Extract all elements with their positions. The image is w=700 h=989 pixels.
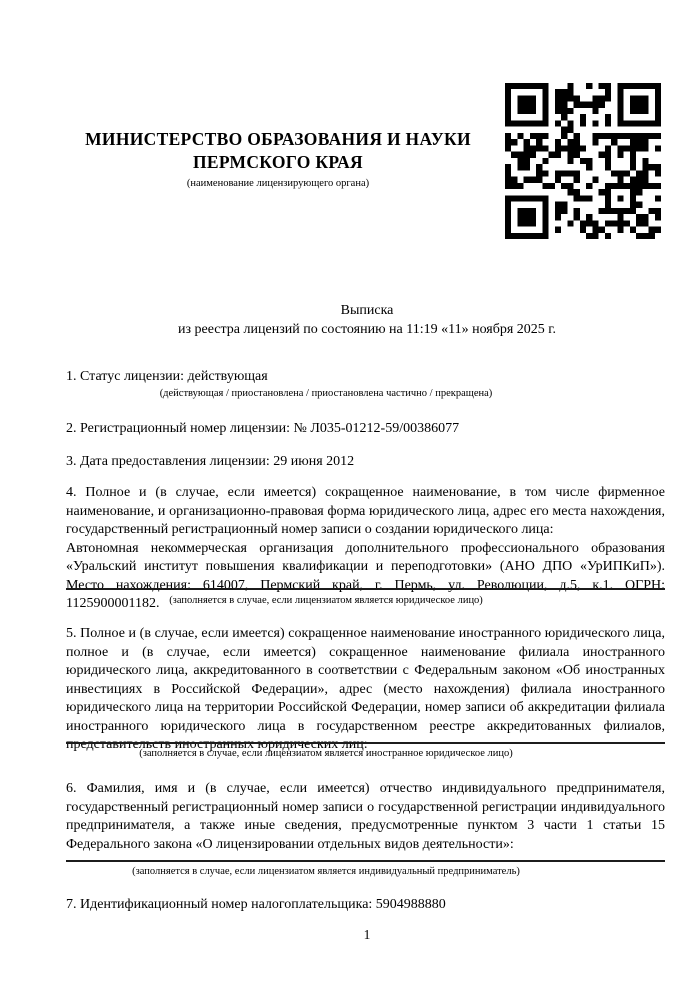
field-5-foreign-entity [66, 625, 665, 755]
field-7-text: 7. Идентификационный номер налогоплательщика: 5904988880 [66, 897, 446, 912]
field-4-fill-line [66, 588, 665, 590]
field-6-fill-line [66, 860, 665, 862]
field-4-value: Автономная некоммерческая организация дополнительного профессионального образования «Уральский институт повышения квалификации и переподготовки» (АНО ДПО «УрИПКиП»). Место нахождения: 614007, Пермский край, г. Пермь, ул. Революции, д.5, к.1. ОГРН: 1125900001182. [66, 540, 665, 611]
field-4-caption: (заполняется в случае, если лицензиатом является юридическое лицо) [169, 595, 483, 606]
field-1-text: 1. Статус лицензии: действующая [66, 369, 268, 384]
field-2-text: 2. Регистрационный номер лицензии: № Л035-01212-59/00386077 [66, 421, 460, 436]
ministry-caption: (наименование лицензирующего органа) [186, 178, 370, 189]
field-6-entrepreneur [66, 780, 665, 854]
field-7-taxpayer-number [66, 896, 665, 915]
field-6-caption: (заполняется в случае, если лицензиатом является индивидуальный предприниматель) [132, 866, 520, 877]
field-3-grant-date [66, 453, 665, 472]
field-5-caption: (заполняется в случае, если лицензиатом является иностранное юридическое лицо) [139, 748, 513, 759]
field-5-fill-line [66, 742, 665, 744]
document-title: Выписка [340, 303, 394, 318]
field-6-text: 6. Фамилия, имя и (в случае, если имеется) отчество индивидуального предпринимателя, государственный регистрационный номер записи о государственной регистрации индивидуального предпринимателя, а также иные сведения, предусмотренные пунктом 3 части 1 статьи 15 Федерального закона «О лицензировании отдельных видов деятельности»: [66, 781, 665, 852]
field-1-license-status [66, 368, 665, 387]
ministry-name-line2: ПЕРМСКОГО КРАЯ [193, 152, 363, 172]
field-3-text: 3. Дата предоставления лицензии: 29 июня 2012 [66, 454, 355, 469]
field-4-text: 4. Полное и (в случае, если имеется) сокращенное наименование, в том числе фирменное наименование, и организационно-правовая форма юридического лица, адрес его места нахождения, государственный регистрационный номер записи о создании юридического лица: [66, 485, 665, 537]
field-1-options-caption: (действующая / приостановлена / приостановлена частично / прекращена) [159, 388, 493, 399]
document-subtitle: из реестра лицензий по состоянию на 11:19 «11» ноября 2025 г. [178, 321, 556, 337]
licensing-authority-header [66, 128, 490, 190]
page-number: 1 [363, 927, 371, 942]
qr-code [505, 83, 661, 239]
document-title-block [66, 302, 668, 339]
field-5-text: 5. Полное и (в случае, если имеется) сокращенное наименование иностранного юридического лица, полное и (в случае, если имеется) сокращенное наименование филиала иностранного юридического лица, аккредитованного в соответствии с Федеральным законом «Об иностранных инвестициях в Российской Федерации», адрес (место нахождения) филиала иностранного юридического лица на территории Российской Федерации, номер записи об аккредитации филиала иностранного юридического лица в государственном реестре аккредитованных филиалов, представительств иностранных юридических лиц: [66, 626, 665, 752]
field-2-registration-number [66, 420, 665, 439]
ministry-name-line1: МИНИСТЕРСТВО ОБРАЗОВАНИЯ И НАУКИ [85, 129, 471, 149]
